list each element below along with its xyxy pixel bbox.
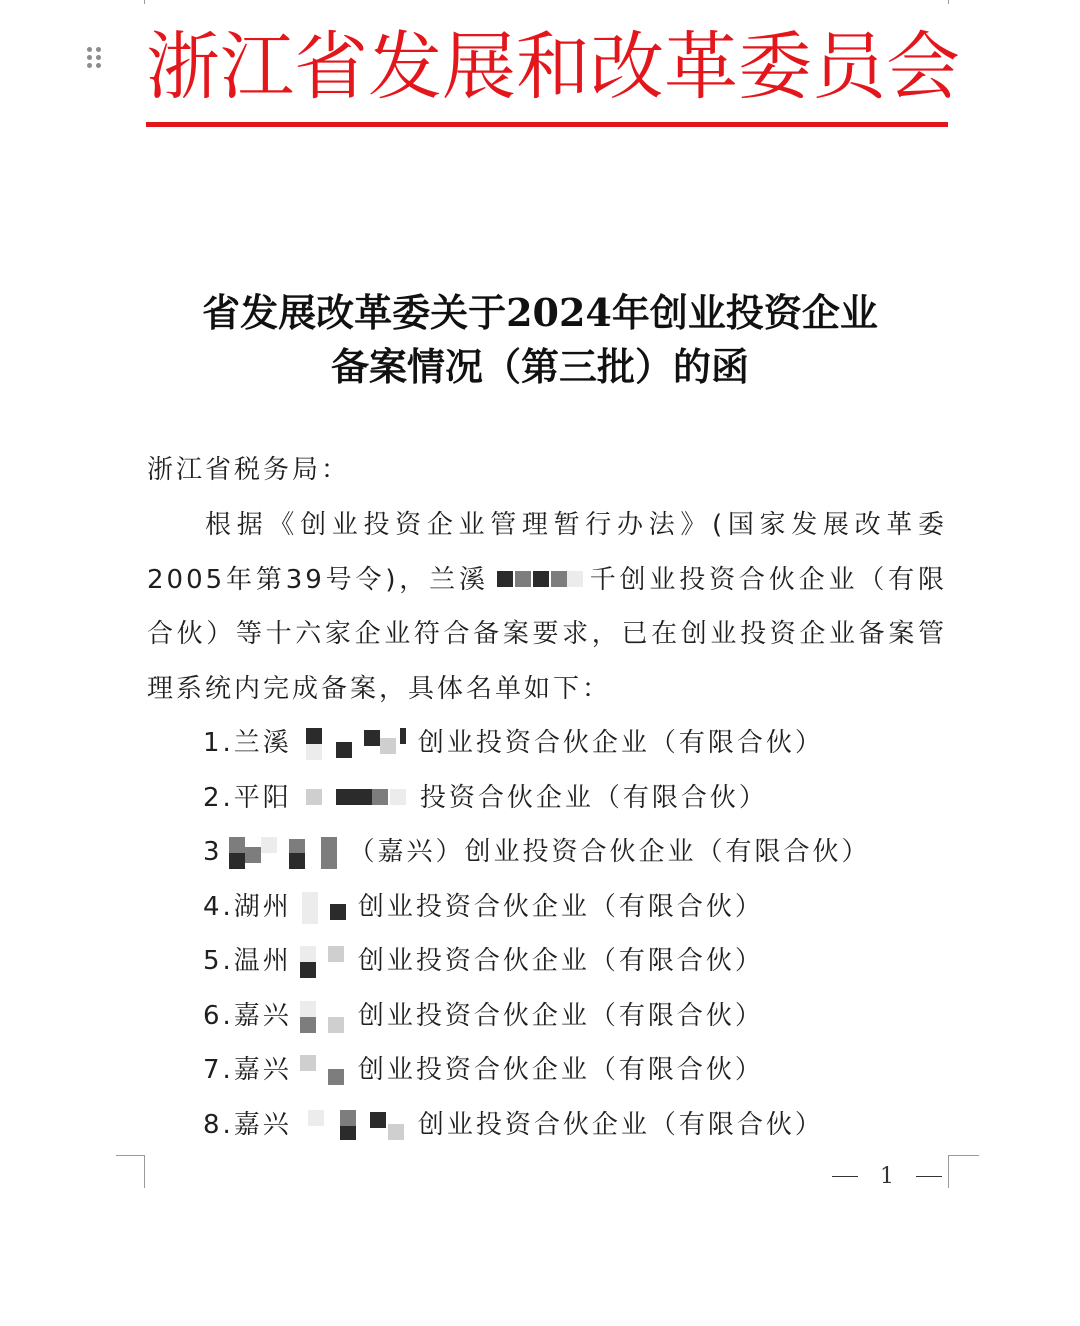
letterhead-org-name: 浙江省发展和改革委员会 bbox=[146, 24, 960, 110]
page-number-dash-right bbox=[916, 1176, 942, 1177]
body-paragraph bbox=[147, 498, 947, 716]
list-item-prefix: 1.兰溪 bbox=[203, 728, 292, 758]
redacted-mosaic bbox=[296, 892, 354, 922]
addressee: 浙江省税务局： bbox=[147, 455, 351, 485]
crop-mark-bottom-left bbox=[116, 1155, 145, 1188]
list-item-prefix: 3 bbox=[203, 837, 223, 867]
list-item-prefix: 4.湖州 bbox=[203, 891, 292, 922]
redacted-mosaic bbox=[227, 837, 345, 867]
list-item-prefix: 5.温州 bbox=[203, 946, 292, 976]
redacted-mosaic bbox=[296, 1055, 354, 1085]
page-number bbox=[832, 1158, 942, 1194]
list-item bbox=[203, 880, 963, 935]
redacted-mosaic bbox=[296, 783, 416, 813]
page-number-dash-left bbox=[832, 1176, 858, 1177]
crop-mark-bottom-right bbox=[948, 1155, 979, 1188]
list-item bbox=[203, 989, 963, 1044]
list-item bbox=[203, 771, 963, 826]
list-item-suffix: 创业投资合伙企业（有限合伙） bbox=[357, 946, 764, 976]
list-item bbox=[203, 716, 963, 771]
list-item-suffix: 创业投资合伙企业（有限合伙） bbox=[357, 1000, 764, 1031]
body-paragraph-text: 根据《创业投资企业管理暂行办法》(国家发展改革委2005年第39号令)，兰溪 bbox=[147, 510, 947, 595]
list-item bbox=[203, 1043, 963, 1098]
list-item-suffix: （嘉兴）创业投资合伙企业（有限合伙） bbox=[348, 837, 871, 867]
list-item-suffix: 创业投资合伙企业（有限合伙） bbox=[357, 891, 764, 922]
list-item-prefix: 2.平阳 bbox=[203, 782, 292, 813]
redacted-mosaic bbox=[296, 946, 354, 976]
document-title-line2: 备案情况（第三批）的函 bbox=[330, 344, 749, 389]
list-item-prefix: 6.嘉兴 bbox=[203, 1000, 292, 1031]
list-item-prefix: 8.嘉兴 bbox=[203, 1109, 292, 1140]
list-item bbox=[203, 1098, 963, 1153]
page-number-value: 1 bbox=[880, 1163, 894, 1189]
enterprise-list bbox=[203, 716, 963, 1152]
redacted-mosaic bbox=[493, 565, 585, 595]
list-item bbox=[203, 825, 963, 880]
redacted-mosaic bbox=[296, 1001, 354, 1031]
body-paragraph-text-tail: 千创业投资合伙企业（有限合伙）等十六家企业符合备案要求，已在创业投资企业备案管理系统内完成备案，具体名单如下： bbox=[147, 564, 947, 704]
crop-mark-top-right bbox=[948, 0, 979, 4]
list-item-suffix: 投资合伙企业（有限合伙） bbox=[419, 782, 768, 813]
list-item-suffix: 创业投资合伙企业（有限合伙） bbox=[417, 728, 824, 758]
list-item-suffix: 创业投资合伙企业（有限合伙） bbox=[357, 1055, 764, 1085]
redacted-mosaic bbox=[296, 728, 414, 758]
document-title-line1: 省发展改革委关于2024年创业投资企业 bbox=[202, 290, 878, 335]
letterhead-red-rule bbox=[146, 122, 948, 127]
list-item bbox=[203, 934, 963, 989]
drag-handle-icon[interactable] bbox=[87, 47, 103, 71]
redacted-mosaic bbox=[296, 1110, 414, 1140]
list-item-prefix: 7.嘉兴 bbox=[203, 1055, 292, 1085]
list-item-suffix: 创业投资合伙企业（有限合伙） bbox=[417, 1109, 824, 1140]
crop-mark-top-left bbox=[116, 0, 145, 4]
